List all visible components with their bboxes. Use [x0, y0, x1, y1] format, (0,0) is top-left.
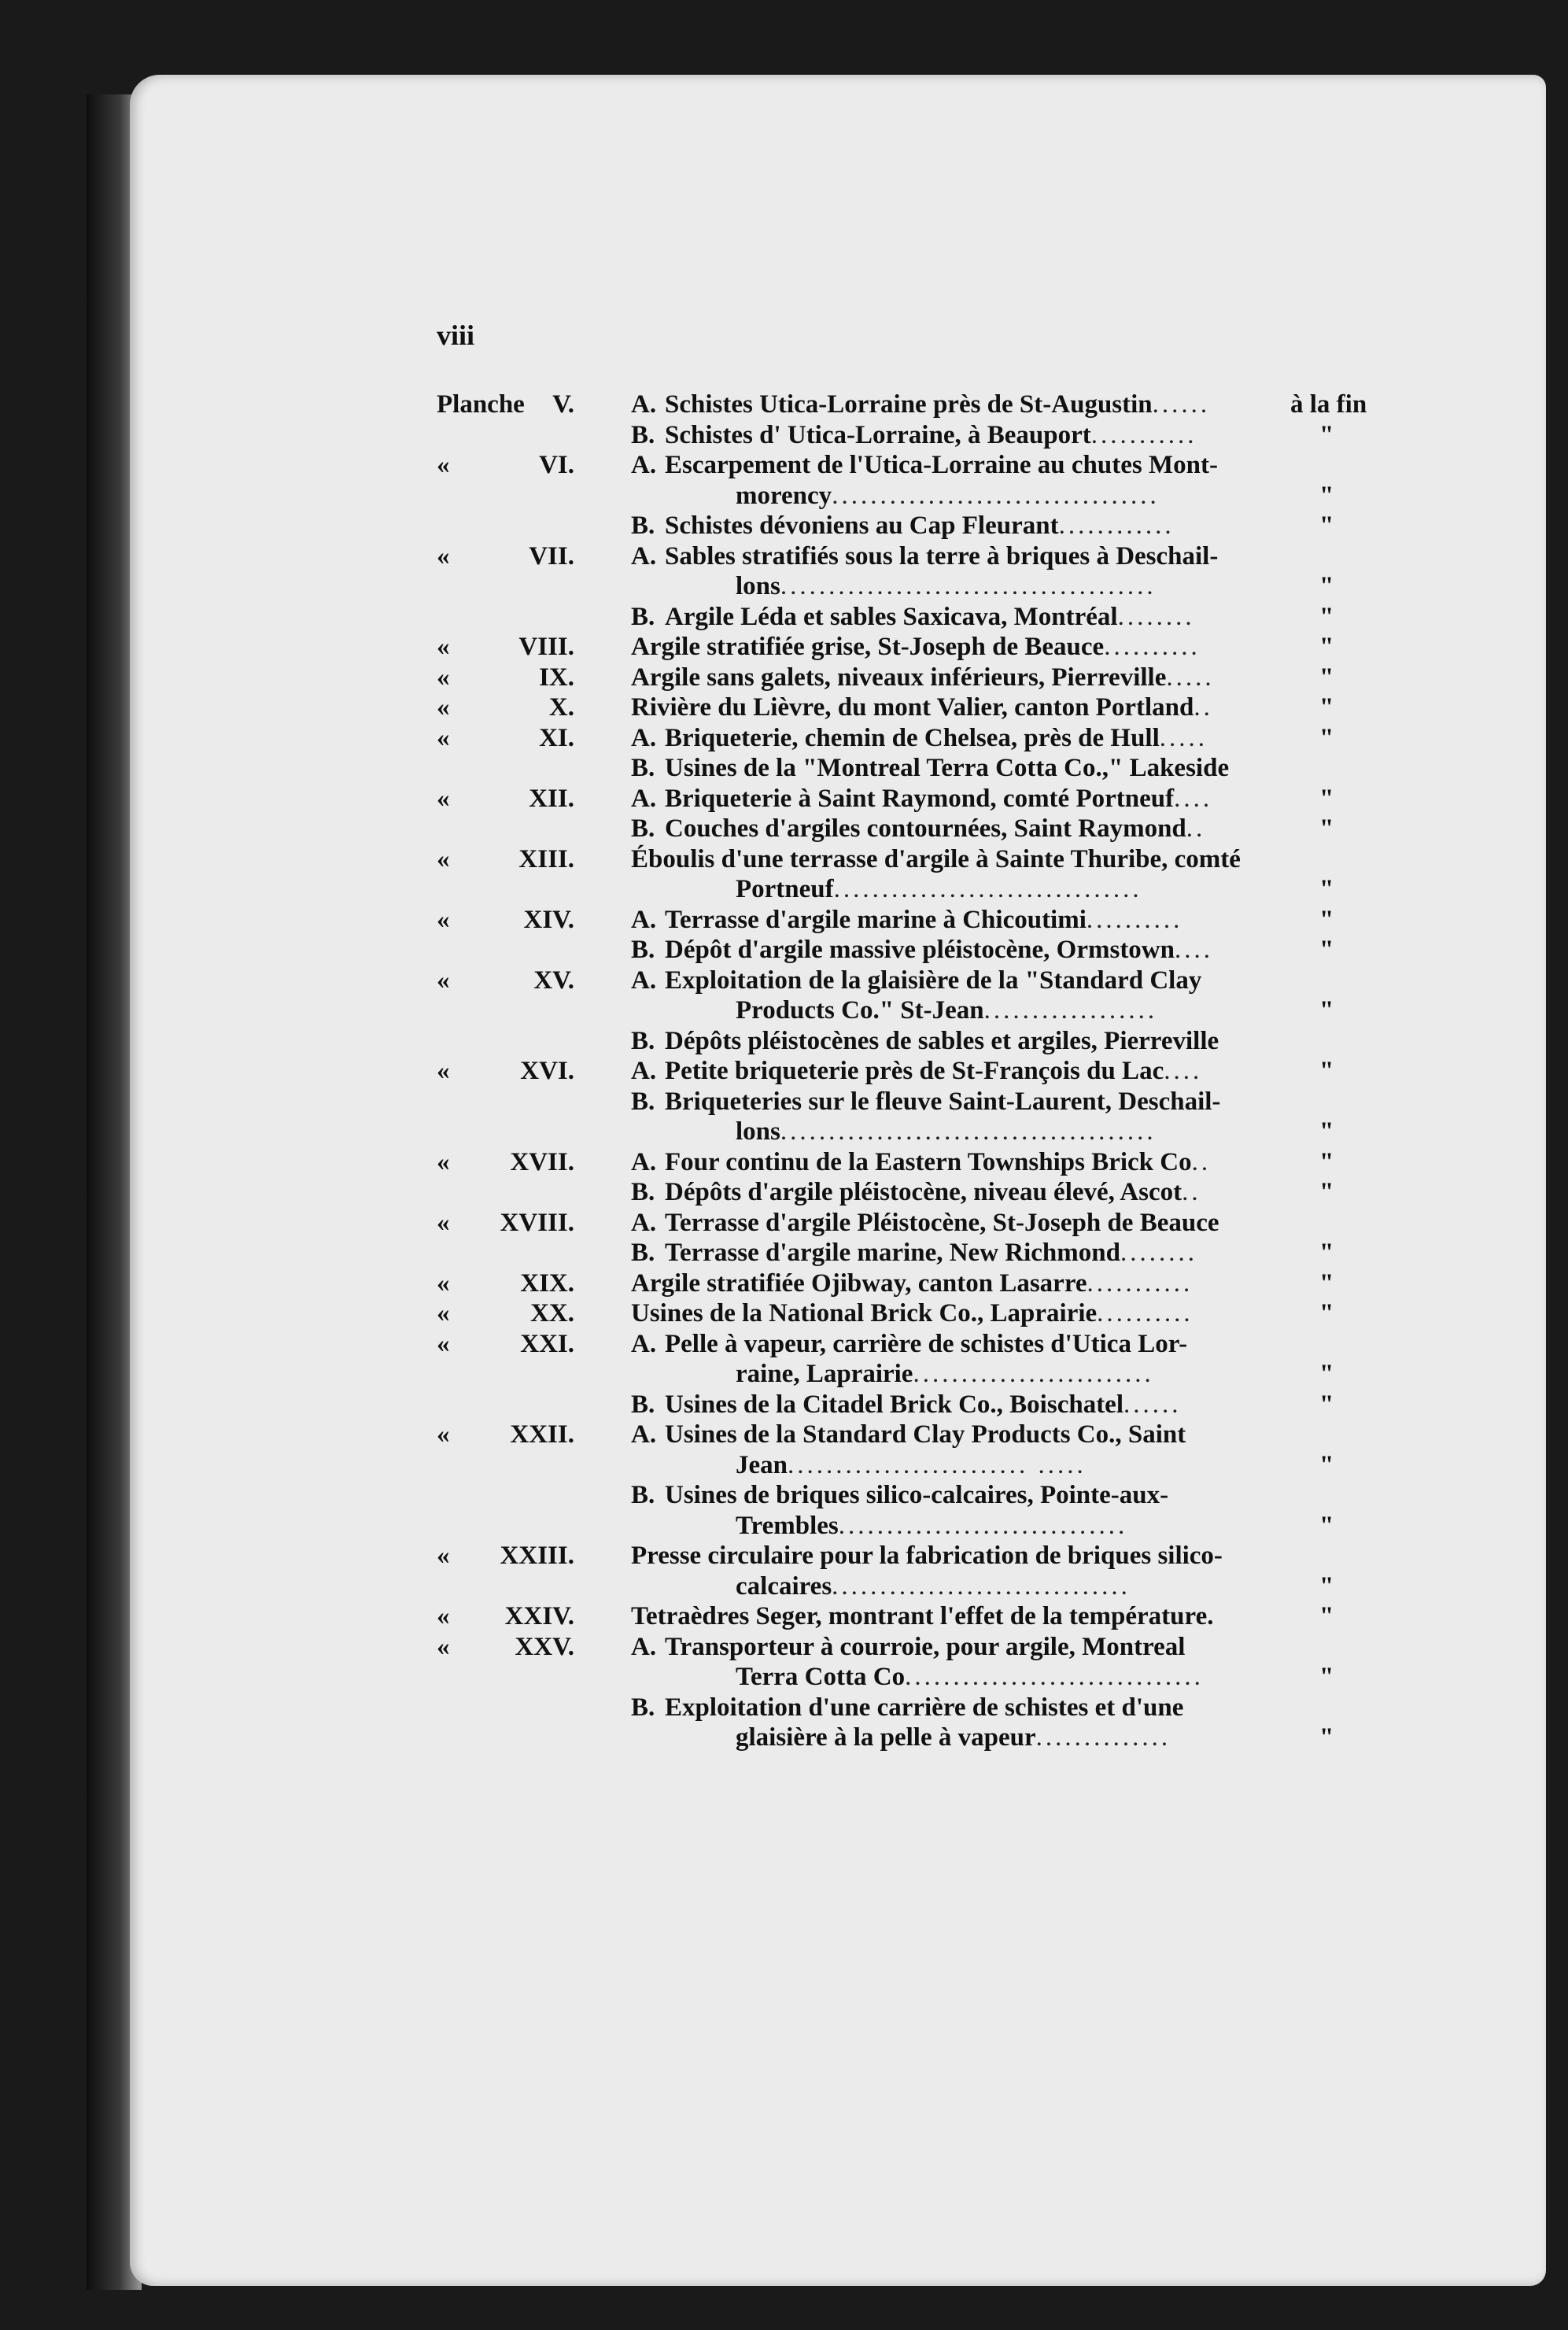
plate-caption: [736, 1571, 1294, 1602]
ditto-mark-right: ": [1319, 602, 1334, 631]
ditto-mark-left: «: [437, 723, 450, 752]
plate-caption: [665, 1420, 1294, 1450]
plate-letter: A.: [631, 1147, 657, 1176]
plate-row: [437, 1480, 1377, 1511]
plate-caption: [665, 541, 1294, 572]
plate-caption: [631, 1601, 1294, 1632]
leader-dots: ......: [1152, 390, 1211, 419]
caption-text: Argile stratifiée Ojibway, canton Lasarre: [631, 1268, 1087, 1298]
a-la-fin-label: à la fin: [1290, 390, 1367, 419]
ditto-mark-right: ": [1319, 1602, 1334, 1630]
plate-row: [437, 1268, 1377, 1299]
plate-row: [437, 1571, 1377, 1602]
caption-text: Rivière du Lièvre, du mont Valier, canton Portland: [631, 693, 1194, 722]
ditto-mark-right: ": [1319, 420, 1334, 449]
plate-caption: [631, 663, 1294, 693]
ditto-mark-left: «: [437, 1329, 450, 1358]
leader-dots: ..........: [1097, 1299, 1194, 1327]
leader-dots: ...........: [1090, 420, 1197, 449]
ditto-mark-left: «: [437, 966, 450, 995]
plate-row: [437, 1723, 1377, 1753]
plate-caption: [631, 1541, 1294, 1571]
plate-row: [437, 663, 1377, 693]
ditto-mark-right: ": [1319, 723, 1334, 752]
plate-row: [437, 753, 1377, 784]
ditto-mark-right: ": [1319, 1450, 1334, 1479]
plate-row: [437, 1298, 1377, 1329]
plate-caption: [631, 632, 1294, 663]
plate-letter: A.: [631, 1329, 657, 1358]
caption-text: Terrasse d'argile marine, New Richmond: [665, 1239, 1120, 1267]
plate-number: VII.: [529, 541, 574, 570]
plate-caption: [665, 753, 1294, 784]
plate-letter: B.: [631, 602, 655, 631]
ditto-mark-right: ": [1319, 1057, 1334, 1085]
plate-row: [437, 481, 1377, 511]
plate-row: [437, 1329, 1377, 1360]
ditto-mark-right: ": [1319, 784, 1334, 813]
plate-caption: [736, 1511, 1294, 1542]
plate-caption: [665, 390, 1294, 420]
plate-row: [437, 1117, 1377, 1147]
caption-text: Briqueterie, chemin de Chelsea, près de Hull: [665, 723, 1160, 752]
leader-dots: ................................: [833, 875, 1142, 903]
plate-number: V.: [552, 390, 574, 419]
plate-letter: B.: [631, 1087, 655, 1116]
plate-letter: B.: [631, 754, 655, 782]
plate-row: [437, 1450, 1377, 1481]
plate-number: XXII.: [510, 1420, 574, 1449]
ditto-mark-right: ": [1319, 1147, 1334, 1176]
plate-row: [437, 1511, 1377, 1542]
plate-number: XIX.: [520, 1268, 574, 1298]
plate-number: XXIV.: [504, 1602, 574, 1630]
plate-number: XV.: [533, 966, 574, 995]
plate-row: [437, 935, 1377, 966]
ditto-mark-left: «: [437, 1268, 450, 1298]
plate-caption: [736, 1117, 1294, 1147]
caption-text: Argile stratifiée grise, St-Joseph de Beauce: [631, 633, 1105, 661]
caption-text: Usines de la National Brick Co., Laprairie: [631, 1299, 1098, 1327]
leader-dots: .......................................: [780, 1117, 1157, 1146]
leader-dots: .......................................: [780, 572, 1157, 600]
caption-text: Terrasse d'argile marine à Chicoutimi: [665, 905, 1087, 934]
leader-dots: ...............................: [905, 1663, 1204, 1691]
ditto-mark-left: «: [437, 1057, 450, 1085]
leader-dots: ..........: [1086, 905, 1183, 934]
plate-letter: A.: [631, 723, 657, 752]
plate-letter: A.: [631, 390, 657, 419]
plate-row: [437, 1087, 1377, 1117]
plate-caption: [665, 905, 1294, 936]
ditto-mark-left: «: [437, 1299, 450, 1327]
plate-caption: [665, 602, 1294, 633]
plate-letter: B.: [631, 1178, 655, 1206]
plate-number: XIV.: [523, 905, 574, 934]
caption-text: Argile Léda et sables Saxicava, Montréal: [665, 602, 1118, 631]
plate-number: X.: [548, 693, 574, 722]
plate-row: [437, 632, 1377, 663]
leader-dots: ..: [1194, 693, 1213, 722]
caption-text: Dépôts pléistocènes de sables et argiles, Pierreville: [665, 1026, 1219, 1055]
ditto-mark-left: «: [437, 905, 450, 934]
plate-caption: [736, 1662, 1294, 1693]
plate-number: VI.: [539, 451, 574, 479]
ditto-mark-left: «: [437, 693, 450, 722]
planche-label: Planche: [437, 390, 525, 419]
leader-dots: ..............................: [838, 1511, 1128, 1540]
plate-letter: A.: [631, 1208, 657, 1237]
plate-caption: [736, 1450, 1294, 1481]
plate-letter: B.: [631, 1481, 655, 1509]
plate-row: [437, 1693, 1377, 1723]
plate-number: XX.: [530, 1299, 574, 1327]
plate-caption: [665, 723, 1294, 754]
plate-letter: A.: [631, 784, 657, 813]
leader-dots: ..................: [983, 996, 1158, 1025]
leader-dots: .........................: [913, 1360, 1154, 1388]
caption-text: Terra Cotta Co: [736, 1663, 906, 1691]
leader-dots: ....: [1164, 1057, 1203, 1085]
caption-text: Presse circulaire pour la fabrication de briques silico-: [631, 1542, 1223, 1570]
plate-number: XVIII.: [500, 1208, 574, 1237]
plate-row: [437, 1541, 1377, 1571]
plate-letter: B.: [631, 420, 655, 449]
plate-number: XXI.: [520, 1329, 574, 1358]
ditto-mark-right: ": [1319, 1571, 1334, 1601]
leader-dots: ..............: [1035, 1723, 1171, 1752]
plate-caption: [736, 571, 1294, 602]
plate-number: IX.: [539, 663, 574, 692]
plate-row: [437, 874, 1377, 905]
leader-dots: ......: [1123, 1390, 1182, 1419]
leader-dots: ...........: [1087, 1268, 1194, 1298]
ditto-mark-left: «: [437, 1147, 450, 1176]
ditto-mark-right: ": [1319, 1511, 1334, 1540]
ditto-mark-left: «: [437, 1208, 450, 1237]
caption-text: Transporteur à courroie, pour argile, Montreal: [665, 1632, 1186, 1661]
plate-row: [437, 1177, 1377, 1208]
plate-caption: [665, 1390, 1294, 1420]
plate-row: [437, 995, 1377, 1026]
ditto-mark-left: «: [437, 1420, 450, 1449]
plate-row: [437, 905, 1377, 936]
plate-caption: [665, 935, 1294, 966]
caption-text: lons: [736, 1117, 780, 1146]
leader-dots: ..: [1182, 1178, 1201, 1206]
caption-text: Four continu de la Eastern Townships Brick Co: [665, 1147, 1192, 1176]
ditto-mark-right: ": [1319, 572, 1334, 600]
plate-row: [437, 511, 1377, 541]
plate-row: [437, 1147, 1377, 1178]
plate-caption: [665, 450, 1294, 481]
caption-text: Jean: [736, 1450, 788, 1479]
leader-dots: ....: [1175, 936, 1213, 964]
caption-text: Argile sans galets, niveaux inférieurs, Pierreville: [631, 663, 1167, 692]
ditto-mark-right: ": [1319, 1268, 1334, 1298]
caption-text: Schistes d' Utica-Lorraine, à Beauport: [665, 420, 1091, 449]
ditto-mark-left: «: [437, 1632, 450, 1661]
plate-row: [437, 602, 1377, 633]
plate-letter: A.: [631, 1420, 657, 1449]
plate-letter: A.: [631, 541, 657, 570]
caption-text: glaisière à la pelle à vapeur: [736, 1723, 1036, 1752]
leader-dots: ............: [1058, 511, 1175, 540]
plate-row: [437, 541, 1377, 572]
plate-caption: [665, 1147, 1294, 1178]
plate-caption: [736, 995, 1294, 1026]
caption-text: Schistes Utica-Lorraine près de St-Augustin: [665, 390, 1153, 419]
caption-text: raine, Laprairie: [736, 1360, 913, 1388]
plate-caption: [665, 1238, 1294, 1268]
leader-dots: .....: [1159, 723, 1208, 752]
caption-text: Éboulis d'une terrasse d'argile à Sainte Thuribe, comté: [631, 844, 1241, 873]
ditto-mark-left: «: [437, 451, 450, 479]
ditto-mark-right: ": [1319, 936, 1334, 964]
plate-number: XI.: [539, 723, 574, 752]
caption-text: Pelle à vapeur, carrière de schistes d'Utica Lor-: [665, 1329, 1188, 1358]
plate-row: [437, 450, 1377, 481]
plate-caption: [631, 844, 1294, 875]
ditto-mark-right: ": [1319, 875, 1334, 903]
plate-row: [437, 1026, 1377, 1057]
leader-dots: ........: [1117, 602, 1195, 631]
plate-caption: [736, 874, 1294, 905]
ditto-mark-left: «: [437, 784, 450, 813]
ditto-mark-right: ": [1319, 693, 1334, 722]
caption-text: calcaires: [736, 1571, 832, 1601]
caption-text: Briqueterie à Saint Raymond, comté Portneuf: [665, 784, 1175, 813]
plate-number: XVI.: [520, 1057, 574, 1085]
plate-letter: A.: [631, 1057, 657, 1085]
plate-number: XXIII.: [500, 1542, 574, 1570]
caption-text: Usines de la "Montreal Terra Cotta Co.," Lakeside: [665, 754, 1230, 782]
plate-row: [437, 1632, 1377, 1663]
leader-dots: ....: [1174, 784, 1213, 813]
caption-text: Dépôt d'argile massive pléistocène, Ormstown: [665, 936, 1175, 964]
plate-caption: [665, 1632, 1294, 1663]
caption-text: Couches d'argiles contournées, Saint Raymond: [665, 814, 1186, 843]
plate-row: [437, 1208, 1377, 1239]
plate-caption: [665, 420, 1294, 451]
leader-dots: .....: [1166, 663, 1215, 692]
caption-text: Usines de briques silico-calcaires, Pointe-aux-: [665, 1481, 1169, 1509]
plate-number: XIII.: [518, 844, 574, 873]
plate-caption: [665, 1087, 1294, 1117]
ditto-mark-right: ": [1319, 633, 1334, 661]
plate-letter: B.: [631, 1390, 655, 1419]
caption-text: Petite briqueterie près de St-François du Lac: [665, 1057, 1164, 1085]
leader-dots: ........: [1120, 1239, 1197, 1267]
caption-text: Usines de la Citadel Brick Co., Boischatel: [665, 1390, 1123, 1419]
caption-text: Terrasse d'argile Pléistocène, St-Joseph de Beauce: [665, 1208, 1219, 1237]
plate-caption: [631, 1268, 1294, 1299]
ditto-mark-right: ": [1319, 1117, 1334, 1146]
caption-text: Trembles: [736, 1511, 839, 1540]
ditto-mark-right: ": [1319, 996, 1334, 1025]
ditto-mark-right: ": [1319, 814, 1334, 843]
caption-text: Products Co." St-Jean: [736, 996, 984, 1025]
plate-number: XII.: [529, 784, 574, 813]
leader-dots: ...............................: [832, 1571, 1131, 1601]
plate-caption: [665, 784, 1294, 814]
plate-letter: A.: [631, 1632, 657, 1661]
plate-caption: [665, 1056, 1294, 1087]
plate-letter: B.: [631, 936, 655, 964]
plate-row: [437, 390, 1377, 420]
plate-letter: B.: [631, 1239, 655, 1267]
plate-row: [437, 966, 1377, 996]
plate-list: [437, 390, 1377, 1753]
plate-row: [437, 1056, 1377, 1087]
plate-number: XXV.: [515, 1632, 574, 1661]
ditto-mark-right: ": [1319, 1390, 1334, 1419]
plate-row: [437, 784, 1377, 814]
plate-row: [437, 1601, 1377, 1632]
ditto-mark-right: ": [1319, 1239, 1334, 1267]
ditto-mark-right: ": [1319, 1299, 1334, 1327]
plate-letter: B.: [631, 1026, 655, 1055]
plate-row: [437, 1390, 1377, 1420]
ditto-mark-left: «: [437, 1602, 450, 1630]
plate-number: VIII.: [518, 633, 574, 661]
caption-text: morency: [736, 481, 832, 510]
plate-row: [437, 571, 1377, 602]
plate-caption: [665, 814, 1294, 844]
ditto-mark-right: ": [1319, 511, 1334, 540]
ditto-mark-left: «: [437, 541, 450, 570]
plate-row: [437, 844, 1377, 875]
plate-letter: A.: [631, 966, 657, 995]
caption-text: Sables stratifiés sous la terre à briques à Deschail-: [665, 541, 1219, 570]
plate-number: XVII.: [510, 1147, 574, 1176]
plate-caption: [736, 1359, 1294, 1390]
plate-row: [437, 1420, 1377, 1450]
caption-text: Exploitation de la glaisière de la "Standard Clay: [665, 966, 1202, 995]
plate-caption: [665, 1026, 1294, 1057]
plate-row: [437, 1238, 1377, 1268]
plate-letter: A.: [631, 905, 657, 934]
plate-caption: [665, 1208, 1294, 1239]
plate-caption: [665, 1329, 1294, 1360]
ditto-mark-right: ": [1319, 481, 1334, 510]
plate-caption: [631, 692, 1294, 723]
plate-letter: B.: [631, 511, 655, 540]
plate-caption: [665, 1693, 1294, 1723]
ditto-mark-right: ": [1319, 1360, 1334, 1388]
ditto-mark-right: ": [1319, 905, 1334, 934]
plate-letter: A.: [631, 451, 657, 479]
plate-row: [437, 1359, 1377, 1390]
plate-caption: [665, 511, 1294, 541]
caption-text: Schistes dévoniens au Cap Fleurant: [665, 511, 1059, 540]
caption-text: lons: [736, 572, 780, 600]
caption-text: Portneuf: [736, 875, 834, 903]
ditto-mark-left: «: [437, 844, 450, 873]
leader-dots: ..........: [1104, 633, 1201, 661]
plate-caption: [665, 1480, 1294, 1511]
caption-text: Briqueteries sur le fleuve Saint-Laurent, Deschail-: [665, 1087, 1221, 1116]
caption-text: Dépôts d'argile pléistocène, niveau élevé, Ascot: [665, 1178, 1182, 1206]
leader-dots: ..................................: [832, 481, 1160, 510]
plate-caption: [736, 1723, 1294, 1753]
caption-text: Exploitation d'une carrière de schistes et d'une: [665, 1693, 1184, 1722]
ditto-mark-left: «: [437, 1542, 450, 1570]
plate-row: [437, 1662, 1377, 1693]
plate-row: [437, 814, 1377, 844]
plate-row: [437, 420, 1377, 451]
caption-text: Usines de la Standard Clay Products Co., Saint: [665, 1420, 1186, 1449]
leader-dots: ......................... .....: [788, 1450, 1087, 1479]
plate-caption: [665, 966, 1294, 996]
caption-text: Escarpement de l'Utica-Lorraine au chutes Mont-: [665, 451, 1218, 479]
ditto-mark-right: ": [1319, 1723, 1334, 1752]
leader-dots: ..: [1191, 1147, 1212, 1176]
leader-dots: ..: [1186, 814, 1206, 843]
ditto-mark-right: ": [1319, 1178, 1334, 1206]
ditto-mark-left: «: [437, 663, 450, 692]
caption-text: Tetraèdres Seger, montrant l'effet de la température.: [631, 1602, 1214, 1630]
plate-caption: [631, 1298, 1294, 1329]
plate-letter: B.: [631, 1693, 655, 1722]
plate-row: [437, 723, 1377, 754]
ditto-mark-left: «: [437, 633, 450, 661]
ditto-mark-right: ": [1319, 663, 1334, 692]
page-number: viii: [437, 319, 475, 351]
plate-caption: [665, 1177, 1294, 1208]
plate-caption: [736, 481, 1294, 511]
ditto-mark-right: ": [1319, 1663, 1334, 1691]
plate-letter: B.: [631, 814, 655, 843]
plate-row: [437, 692, 1377, 723]
